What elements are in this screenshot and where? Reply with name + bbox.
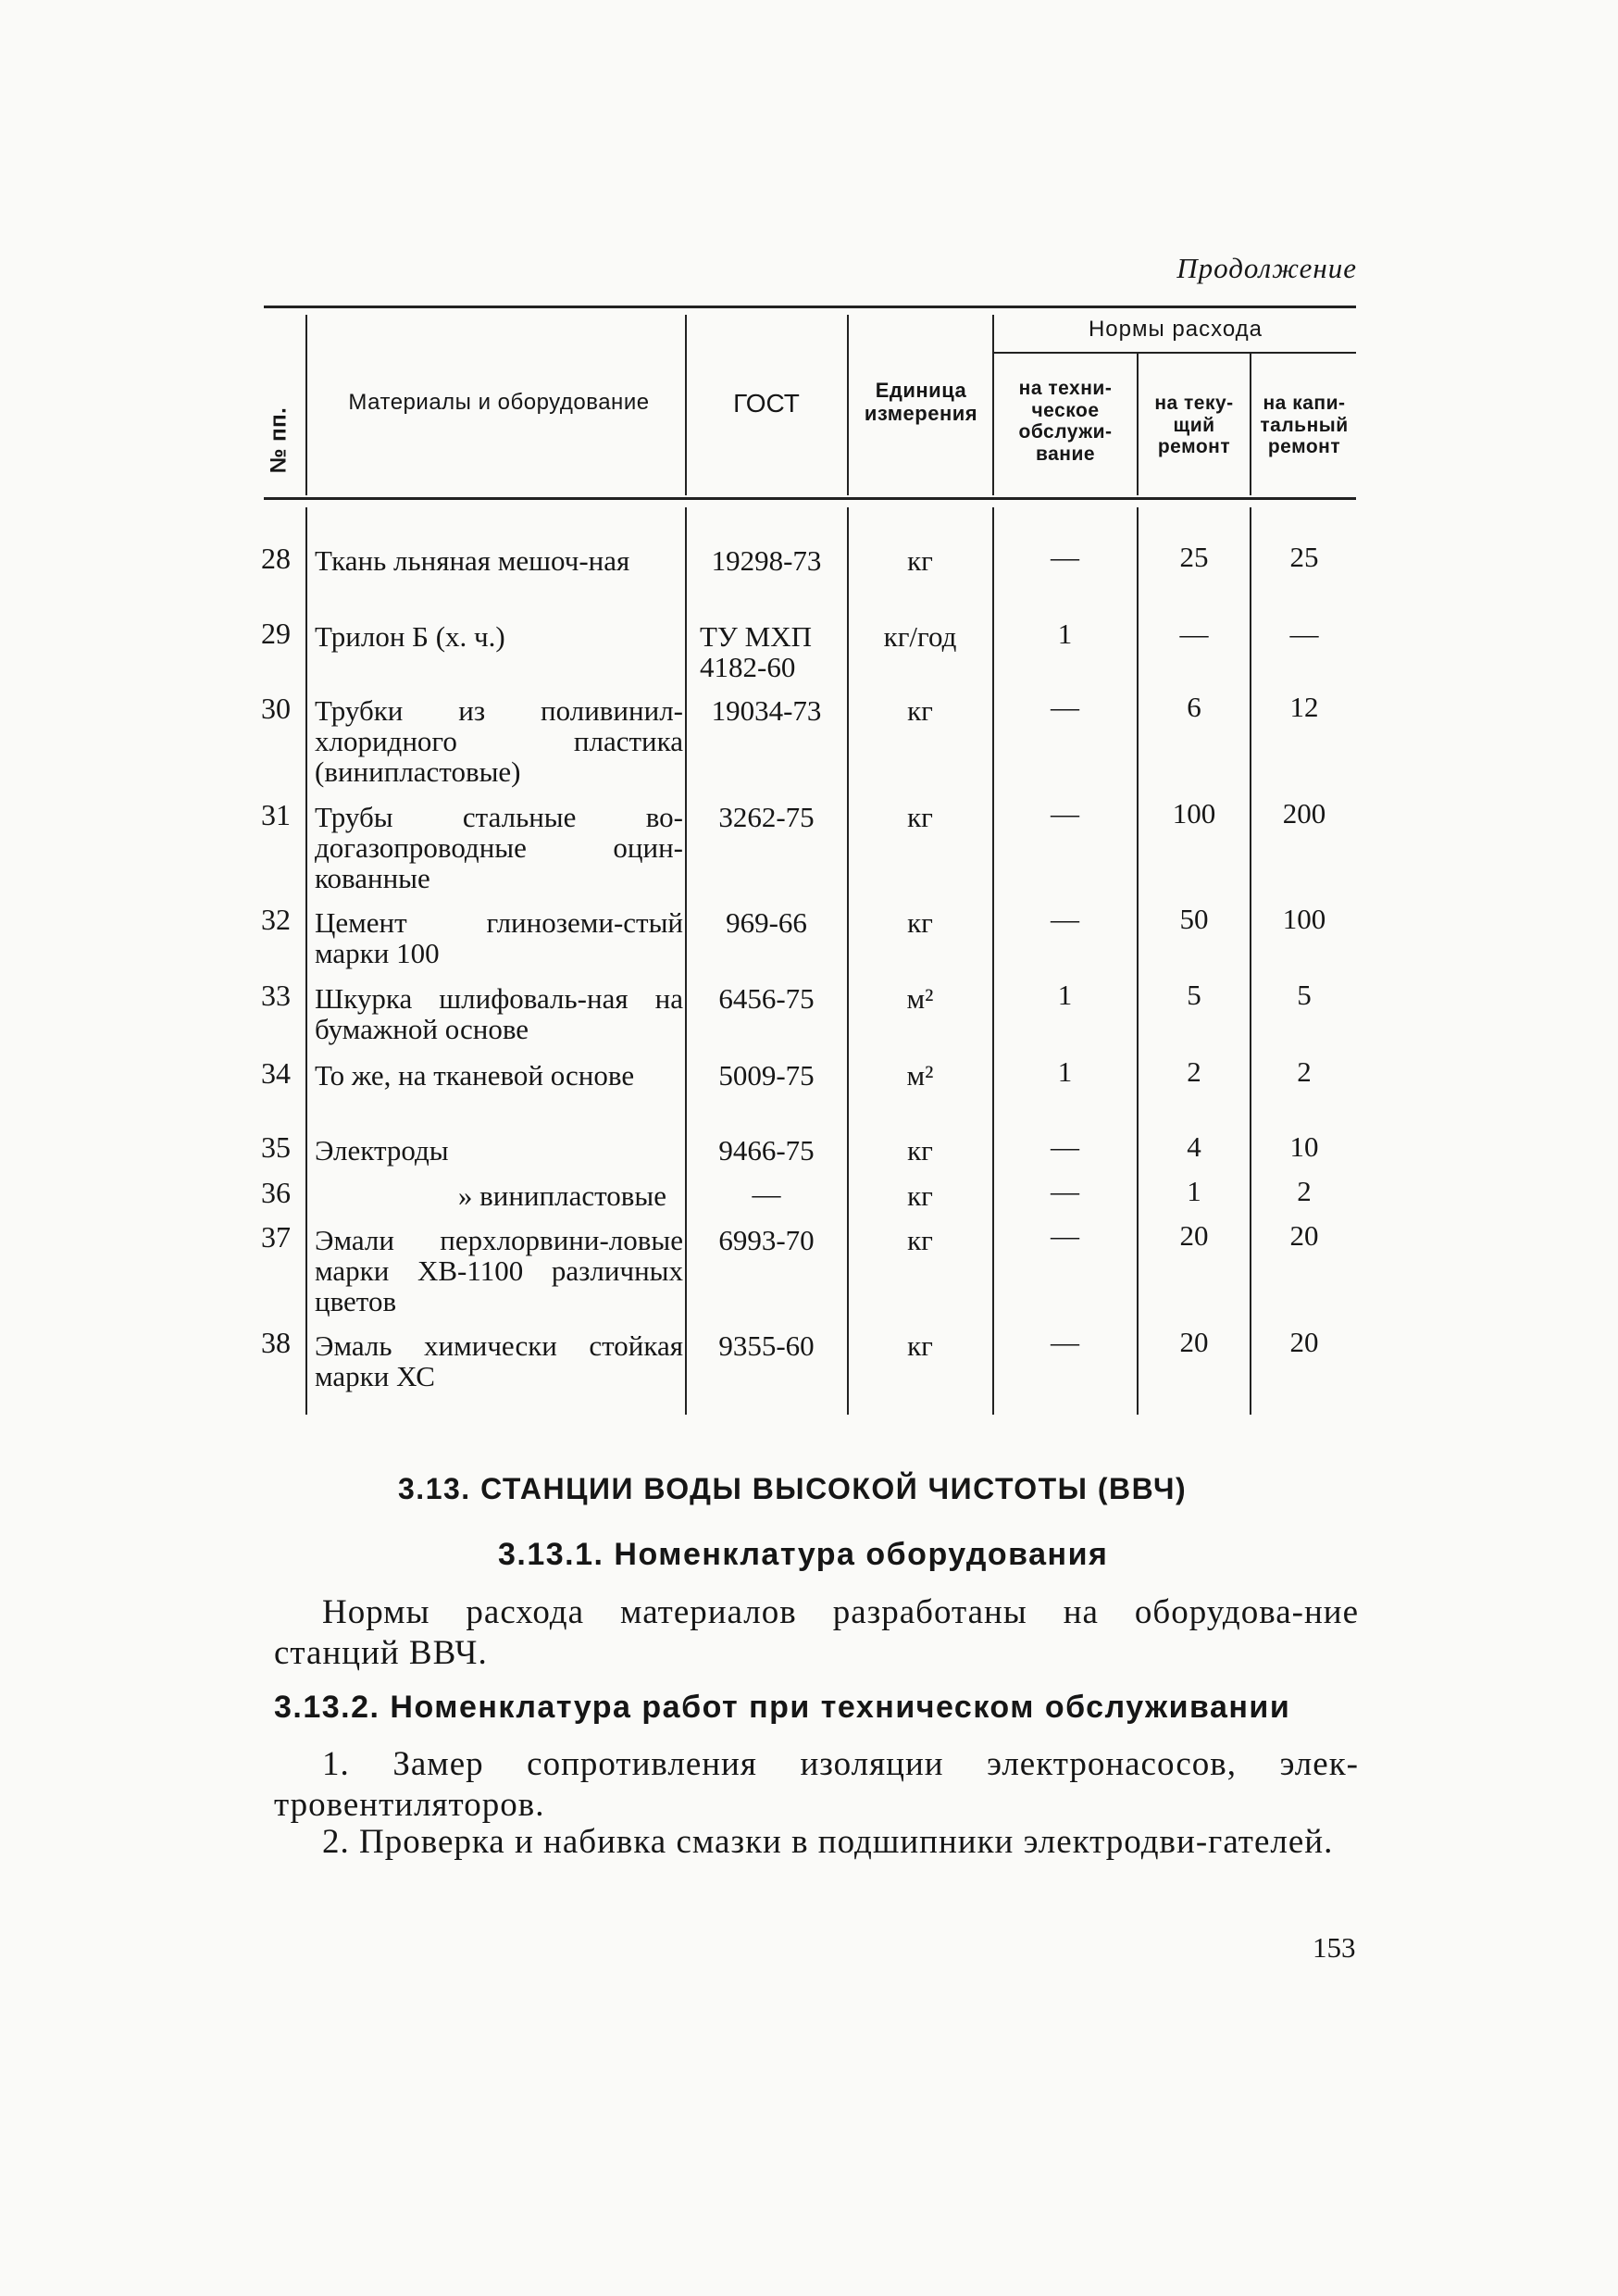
gost-cell: 19298-73 <box>711 544 822 577</box>
capital-repair-cell: 5 <box>1297 979 1312 1011</box>
header-unit: Единица измерения <box>864 379 978 425</box>
current-repair-cell: 2 <box>1187 1055 1201 1088</box>
maintenance-cell: — <box>1051 1130 1079 1163</box>
table-top-rule <box>264 306 1356 308</box>
maintenance-cell: 1 <box>1057 1055 1073 1088</box>
paragraph-norms: Нормы расхода материалов разработаны на оборудова-ние станций ВВЧ. <box>274 1593 1359 1672</box>
current-repair-cell: 25 <box>1179 541 1209 573</box>
maintenance-cell: 1 <box>1057 979 1073 1011</box>
unit-cell: м² <box>906 982 934 1015</box>
current-repair-cell: 1 <box>1187 1175 1201 1207</box>
header-current-repair: на теку-щий ремонт <box>1154 393 1234 458</box>
capital-repair-cell: 100 <box>1282 903 1326 935</box>
capital-repair-cell: 25 <box>1289 541 1319 573</box>
capital-repair-cell: 200 <box>1282 797 1326 830</box>
capital-repair-cell: 20 <box>1289 1326 1319 1358</box>
material-name: Трубки из поливинил-хлоридного пластика (винипластовые) <box>315 694 683 788</box>
unit-cell: кг <box>907 1329 933 1362</box>
gost-cell: — <box>752 1178 781 1210</box>
row-number: 28 <box>261 542 291 575</box>
material-name: Трилон Б (х. ч.) <box>315 620 505 653</box>
row-number: 37 <box>261 1220 291 1254</box>
header-material: Материалы и оборудование <box>348 390 650 415</box>
capital-repair-cell: 10 <box>1289 1130 1319 1163</box>
unit-cell: кг <box>907 801 933 833</box>
current-repair-cell: 5 <box>1187 979 1201 1011</box>
row-number: 31 <box>261 798 291 831</box>
material-name: Ткань льняная мешоч-ная <box>315 544 630 577</box>
maintenance-cell: — <box>1051 797 1079 830</box>
header-vline <box>305 315 307 495</box>
gost-cell: 9466-75 <box>718 1134 815 1167</box>
material-name: Цемент глиноземи-стый марки 100 <box>315 906 683 969</box>
maintenance-cell: — <box>1051 1326 1079 1358</box>
unit-cell: кг/год <box>883 620 957 653</box>
maintenance-cell: — <box>1051 1219 1079 1252</box>
gost-cell: ТУ МХП 4182-60 <box>700 620 812 683</box>
capital-repair-cell: 2 <box>1297 1055 1312 1088</box>
norms-rule <box>992 352 1356 354</box>
row-number: 33 <box>261 979 291 1012</box>
capital-repair-cell: — <box>1289 618 1319 650</box>
capital-repair-cell: 2 <box>1297 1175 1312 1207</box>
unit-cell: кг <box>907 1224 933 1256</box>
paragraph-item-1: 1. Замер сопротивления изоляции электронасосов, элек-тровентиляторов. <box>274 1745 1359 1824</box>
material-name: Трубы стальные во-догазопроводные оцин-кованные <box>315 801 683 894</box>
continuation-label: Продолжение <box>1176 252 1357 284</box>
gost-cell: 6456-75 <box>718 982 815 1015</box>
header-vline <box>847 315 849 495</box>
section-heading: 3.13. СТАНЦИИ ВОДЫ ВЫСОКОЙ ЧИСТОТЫ (ВВЧ) <box>398 1472 1188 1505</box>
gost-cell: 3262-75 <box>718 801 815 833</box>
header-capital-repair: на капи-тальный ремонт <box>1260 393 1349 458</box>
unit-cell: м² <box>906 1059 934 1092</box>
unit-cell: кг <box>907 1179 933 1212</box>
header-norms: Нормы расхода <box>1088 317 1263 342</box>
header-num: № пп. <box>266 406 292 474</box>
subheading-works: 3.13.2. Номенклатура работ при техническом обслуживании <box>274 1690 1291 1725</box>
capital-repair-cell: 12 <box>1289 691 1319 723</box>
material-name: Эмали перхлорвини-ловые марки ХВ-1100 различных цветов <box>315 1224 683 1317</box>
gost-cell: 5009-75 <box>718 1059 815 1092</box>
maintenance-cell: 1 <box>1057 618 1073 650</box>
header-gost: ГОСТ <box>733 389 800 418</box>
paragraph-item-2: 2. Проверка и набивка смазки в подшипники электродви-гателей. <box>322 1823 1334 1861</box>
header-bottom-rule <box>264 497 1356 500</box>
material-name: Эмаль химически стойкая марки ХС <box>315 1329 683 1392</box>
row-number: 38 <box>261 1326 291 1359</box>
row-number: 34 <box>261 1056 291 1090</box>
current-repair-cell: 4 <box>1187 1130 1201 1163</box>
maintenance-cell: — <box>1051 1175 1079 1207</box>
material-name: Шкурка шлифоваль-ная на бумажной основе <box>315 982 683 1045</box>
current-repair-cell: 50 <box>1179 903 1209 935</box>
material-name: То же, на тканевой основе <box>315 1059 635 1092</box>
current-repair-cell: 20 <box>1179 1326 1209 1358</box>
current-repair-cell: 100 <box>1172 797 1216 830</box>
row-number: 35 <box>261 1130 291 1164</box>
gost-cell: 969-66 <box>726 906 807 939</box>
body-vline <box>685 507 687 1415</box>
current-repair-cell: — <box>1179 618 1209 650</box>
unit-cell: кг <box>907 694 933 727</box>
header-maintenance: на техни-ческое обслужи-вание <box>1018 378 1113 465</box>
maintenance-cell: — <box>1051 541 1079 573</box>
row-number: 32 <box>261 903 291 936</box>
gost-cell: 19034-73 <box>711 694 822 727</box>
row-number: 29 <box>261 617 291 650</box>
material-name: Электроды <box>315 1134 449 1167</box>
maintenance-cell: — <box>1051 903 1079 935</box>
page-number: 153 <box>1313 1931 1356 1964</box>
current-repair-cell: 20 <box>1179 1219 1209 1252</box>
unit-cell: кг <box>907 544 933 577</box>
subheading-equipment: 3.13.1. Номенклатура оборудования <box>498 1537 1109 1572</box>
capital-repair-cell: 20 <box>1289 1219 1319 1252</box>
unit-cell: кг <box>907 1134 933 1167</box>
unit-cell: кг <box>907 906 933 939</box>
gost-cell: 9355-60 <box>718 1329 815 1362</box>
current-repair-cell: 6 <box>1187 691 1201 723</box>
body-vline <box>305 507 307 1415</box>
maintenance-cell: — <box>1051 691 1079 723</box>
material-name: » винипластовые <box>457 1179 666 1212</box>
row-number: 36 <box>261 1176 291 1209</box>
gost-cell: 6993-70 <box>718 1224 815 1256</box>
row-number: 30 <box>261 692 291 725</box>
